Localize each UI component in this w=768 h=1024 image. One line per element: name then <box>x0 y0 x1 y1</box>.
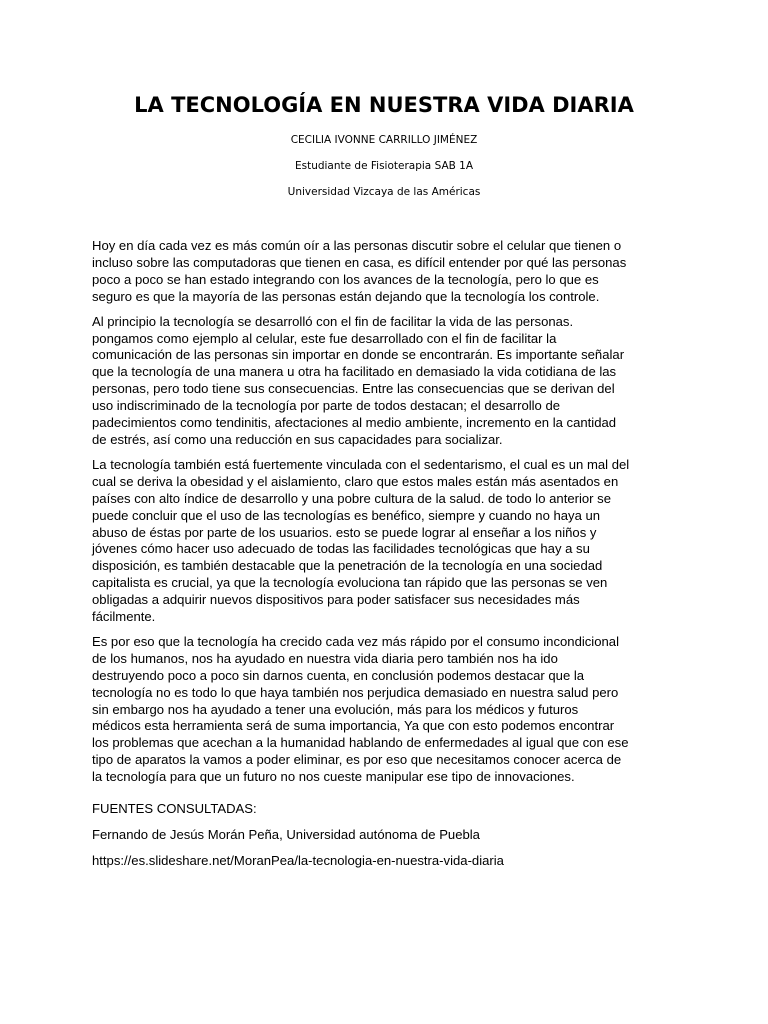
source-link: https://es.slideshare.net/MoranPea/la-tecnologia-en-nuestra-vida-diaria <box>92 853 504 868</box>
author-name: CECILIA IVONNE CARRILLO JIMÉNEZ <box>290 134 478 146</box>
paragraph: Al principio la tecnología se desarrolló con el fin de facilitar la vida de las personas. pongamos como ejemplo al celular, este fue desarrollado con el fin de facilitar la comunicación de las personas sin importar en donde se encontrarán. Es importante señalar que la tecnología de una manera u otra ha facilitado en demasiado la vida cotidiana de las personas, pero todo tiene sus consecuencias. Entre las consecuencias que se derivan del uso indiscriminado de la tecnología por parte de todos destacan; el desarrollo de padecimientos como tendinitis, afectaciones al medio ambiente, incremento en la cantidad de estrés, así como una reducción en sus capacidades para socializar. <box>92 313 625 447</box>
document-title: LA TECNOLOGÍA EN NUESTRA VIDA DIARIA <box>134 93 634 117</box>
institution-name: Universidad Vizcaya de las Américas <box>287 186 481 198</box>
paragraph: Es por eso que la tecnología ha crecido cada vez más rápido por el consumo incondicional de los humanos, nos ha ayudado en nuestra vida diaria pero también nos ha ido destruyendo poco a poco sin darnos cuenta, en conclusión podemos destacar que la tecnología no es todo lo que haya también nos perjudica demasiado en nuestra salud pero sin embargo nos ha ayudado a tener una evolución, más para los médicos y futuros médicos esta herramienta será de suma importancia, Ya que con esto podemos encontrar los problemas que acechan a la humanidad hablando de enfermedades al igual que con ese tipo de aparatos la vamos a poder eliminar, es por eso que necesitamos conocer acerca de la tecnología para que un futuro no nos cueste manipular ese tipo de innovaciones. <box>92 633 629 785</box>
sources-section <box>92 800 712 878</box>
sources-heading: FUENTES CONSULTADAS: <box>92 801 257 816</box>
paragraph: La tecnología también está fuertemente vinculada con el sedentarismo, el cual es un mal del cual se deriva la obesidad y el aislamiento, claro que estos males están más asentados en países con alto índice de desarrollo y una pobre cultura de la salud. de todo lo anterior se puede concluir que el uso de las tecnologías es benéfico, siempre y cuando no haya un abuso de éstas por parte de los usuarios. esto se puede lograr al enseñar a los niños y jóvenes cómo hacer uso adecuado de todas las facilidades tecnológicas que hay a su disposición, es también destacable que la penetración de la tecnología en una sociedad capitalista es crucial, ya que la tecnología evoluciona tan rápido que las personas se ven obligadas a adquirir nuevos dispositivos para poder satisfacer sus necesidades más fácilmente. <box>92 456 630 625</box>
paragraph: Hoy en día cada vez es más común oír a las personas discutir sobre el celular que tienen o incluso sobre las computadoras que tienen en casa, es difícil entender por qué las personas poco a poco se han estado integrando con los avances de la tecnología, pero lo que es seguro es que la mayoría de las personas están dejando que la tecnología los controle. <box>92 238 627 304</box>
document-header <box>0 88 768 199</box>
source-item: Fernando de Jesús Morán Peña, Universidad autónoma de Puebla <box>92 827 480 842</box>
document-body <box>92 238 692 794</box>
author-role: Estudiante de Fisioterapia SAB 1A <box>294 160 474 172</box>
